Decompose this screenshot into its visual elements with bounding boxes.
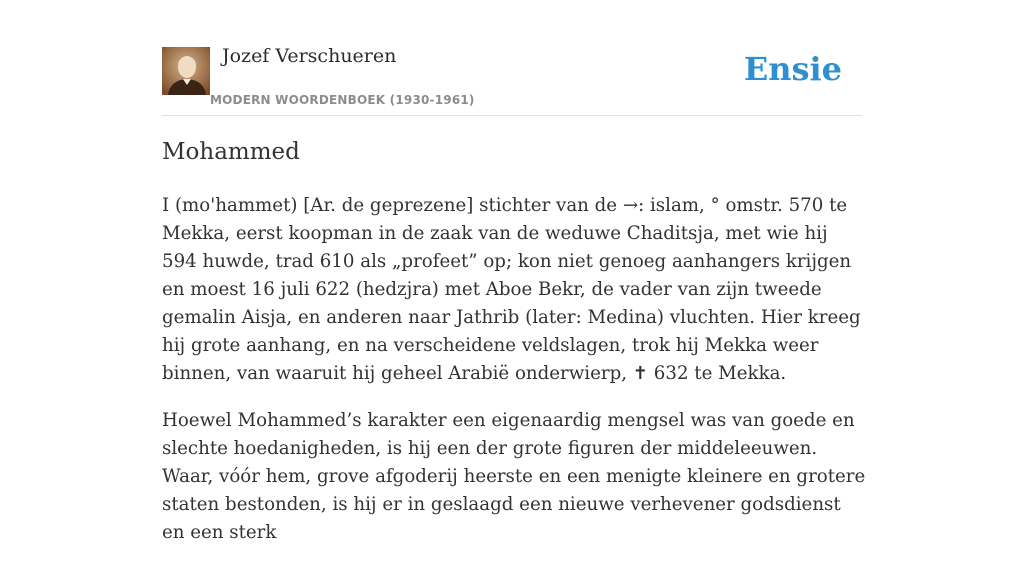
entry-body: [162, 192, 867, 566]
author-portrait-icon: [162, 47, 210, 95]
entry-header: [162, 40, 862, 116]
entry-paragraph-1: I (mo'hammet) [Ar. de geprezene] stichter van de →: islam, ° omstr. 570 te Mekka, eerst koopman in de zaak van de weduwe Chaditsja, met wie hij 594 huwde, trad 610 als „profeet” op; kon niet genoeg aanhangers krijgen en moest 16 juli 622 (hedzjra) met Aboe Bekr, de vader van zijn tweede gemalin Aisja, en anderen naar Jathrib (later: Medina) vluchten. Hier kreeg hij grote aanhang, en na verscheidene veldslagen, trok hij Mekka weer binnen, van waaruit hij geheel Arabië onderwierp, ✝ 632 te Mekka.: [162, 195, 861, 384]
dictionary-name[interactable]: MODERN WOORDENBOEK (1930-1961): [210, 93, 475, 107]
entry-title: Mohammed: [162, 139, 300, 165]
author-name[interactable]: Jozef Verschueren: [222, 45, 397, 67]
ensie-logo[interactable]: Ensie: [743, 50, 842, 88]
entry-paragraph-2: Hoewel Mohammed’s karakter een eigenaardig mengsel was van goede en slechte hoedanigheden, is hij een der grote figuren der middeleeuwen. Waar, vóór hem, grove afgoderij heerste en een menigte kleinere en grotere staten bestonden, is hij er in geslaagd een nieuwe verhevener godsdienst en een sterk: [162, 410, 866, 543]
author-avatar[interactable]: [162, 47, 210, 95]
